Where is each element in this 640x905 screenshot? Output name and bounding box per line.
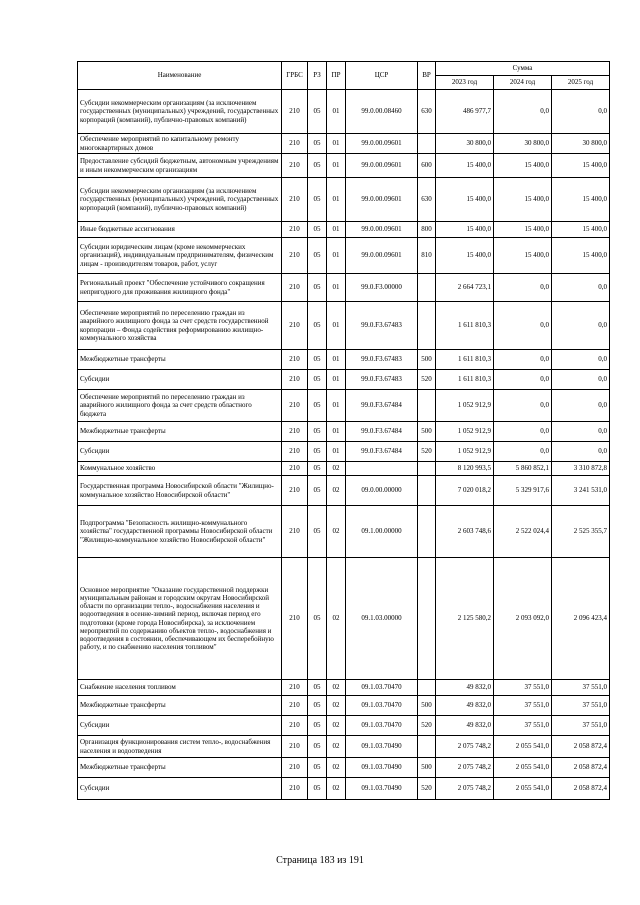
row-rz: 05	[308, 238, 327, 274]
row-vr: 600	[418, 154, 436, 178]
row-sum-2024: 5 329 917,6	[494, 476, 552, 506]
row-name: Основное мероприятие "Оказание государственной поддержки муниципальным районам и городским округам Новосибирской области по организации тепло-, водоснабжения населения и водоотведения в осенне-зимний период, включая период его подготовки (кроме города Новосибирска), за исключением мероприятий по содержанию объектов тепло-, водоснабжения и водоотведения в состоянии, обеспечивающем их бесперебойную работу, и по снабжению населения топливом"	[78, 558, 282, 680]
table-row	[78, 422, 610, 442]
row-sum-2023: 2 075 748,2	[436, 758, 494, 778]
row-sum-2023: 2 125 580,2	[436, 558, 494, 680]
row-rz: 05	[308, 134, 327, 154]
row-name: Межбюджетные трансферты	[78, 758, 282, 778]
row-name: Региональный проект "Обеспечение устойчивого сокращения непригодного для проживания жилищного фонда"	[78, 274, 282, 302]
row-csr: 99.0.00.09601	[346, 154, 418, 178]
header-year-2024: 2024 год	[494, 76, 552, 90]
row-sum-2024: 15 400,0	[494, 238, 552, 274]
table-row	[78, 154, 610, 178]
row-grbs: 210	[282, 696, 308, 716]
row-pr: 01	[327, 370, 346, 390]
row-sum-2023: 49 832,0	[436, 696, 494, 716]
row-rz: 05	[308, 680, 327, 696]
row-csr: 09.1.03.70470	[346, 696, 418, 716]
budget-table	[77, 61, 610, 800]
row-sum-2024: 0,0	[494, 302, 552, 350]
row-name: Субсидии	[78, 716, 282, 736]
row-sum-2023: 2 075 748,2	[436, 778, 494, 800]
table-row	[78, 90, 610, 134]
table-row	[78, 736, 610, 758]
table-row	[78, 506, 610, 558]
row-name: Межбюджетные трансферты	[78, 350, 282, 370]
row-grbs: 210	[282, 370, 308, 390]
row-name: Организация функционирования систем тепло-, водоснабжения населения и водоотведения	[78, 736, 282, 758]
row-name: Субсидии	[78, 442, 282, 462]
row-sum-2025: 3 241 531,0	[552, 476, 610, 506]
row-sum-2023: 30 800,0	[436, 134, 494, 154]
table-body	[78, 90, 610, 800]
row-grbs: 210	[282, 558, 308, 680]
row-name: Коммунальное хозяйство	[78, 462, 282, 476]
row-grbs: 210	[282, 178, 308, 222]
row-csr: 99.0.F3.67483	[346, 370, 418, 390]
row-sum-2023: 486 977,7	[436, 90, 494, 134]
table-row	[78, 558, 610, 680]
row-sum-2024: 0,0	[494, 274, 552, 302]
table-row	[78, 178, 610, 222]
table-row	[78, 462, 610, 476]
header-name: Наименование	[78, 62, 282, 90]
row-grbs: 210	[282, 506, 308, 558]
row-grbs: 210	[282, 154, 308, 178]
row-grbs: 210	[282, 462, 308, 476]
row-sum-2024: 15 400,0	[494, 178, 552, 222]
row-rz: 05	[308, 736, 327, 758]
row-name: Межбюджетные трансферты	[78, 422, 282, 442]
row-csr: 09.1.03.70470	[346, 716, 418, 736]
table-row	[78, 222, 610, 238]
row-grbs: 210	[282, 758, 308, 778]
row-sum-2023: 15 400,0	[436, 238, 494, 274]
row-rz: 05	[308, 476, 327, 506]
row-name: Субсидии некоммерческим организациям (за исключением государственных (муниципальных) учреждений, государственных корпораций (компаний), публично-правовых компаний)	[78, 90, 282, 134]
row-grbs: 210	[282, 274, 308, 302]
row-name: Обеспечение мероприятий по переселению граждан из аварийного жилищного фонда за счет средств областного бюджета	[78, 390, 282, 422]
row-grbs: 210	[282, 422, 308, 442]
row-sum-2023: 15 400,0	[436, 222, 494, 238]
row-pr: 01	[327, 422, 346, 442]
row-sum-2024: 5 860 852,1	[494, 462, 552, 476]
row-vr: 520	[418, 370, 436, 390]
row-csr: 99.0.00.09601	[346, 134, 418, 154]
table-row	[78, 758, 610, 778]
row-sum-2023: 1 611 810,3	[436, 370, 494, 390]
row-vr	[418, 506, 436, 558]
row-sum-2025: 37 551,0	[552, 696, 610, 716]
row-grbs: 210	[282, 736, 308, 758]
row-sum-2023: 2 075 748,2	[436, 736, 494, 758]
header-pr: ПР	[327, 62, 346, 90]
row-rz: 05	[308, 222, 327, 238]
row-pr: 02	[327, 558, 346, 680]
row-csr: 09.1.03.70470	[346, 680, 418, 696]
row-vr: 520	[418, 716, 436, 736]
row-csr: 09.1.03.00000	[346, 558, 418, 680]
row-sum-2024: 0,0	[494, 422, 552, 442]
row-vr: 810	[418, 238, 436, 274]
row-sum-2025: 0,0	[552, 442, 610, 462]
row-grbs: 210	[282, 238, 308, 274]
row-rz: 05	[308, 758, 327, 778]
row-rz: 05	[308, 90, 327, 134]
row-sum-2025: 2 525 355,7	[552, 506, 610, 558]
table-row	[78, 390, 610, 422]
row-sum-2024: 0,0	[494, 442, 552, 462]
row-pr: 02	[327, 476, 346, 506]
row-rz: 05	[308, 178, 327, 222]
table-row	[78, 696, 610, 716]
row-sum-2023: 1 611 810,3	[436, 350, 494, 370]
row-sum-2023: 8 120 993,5	[436, 462, 494, 476]
table-row	[78, 370, 610, 390]
header-year-2023: 2023 год	[436, 76, 494, 90]
table-row	[78, 778, 610, 800]
row-rz: 05	[308, 442, 327, 462]
row-name: Снабжение населения топливом	[78, 680, 282, 696]
row-pr: 01	[327, 154, 346, 178]
row-sum-2023: 1 052 912,9	[436, 422, 494, 442]
row-sum-2024: 0,0	[494, 350, 552, 370]
row-sum-2023: 2 603 748,6	[436, 506, 494, 558]
row-name: Межбюджетные трансферты	[78, 696, 282, 716]
row-name: Обеспечение мероприятий по капитальному ремонту многоквартирных домов	[78, 134, 282, 154]
row-name: Субсидии	[78, 370, 282, 390]
row-sum-2025: 3 310 872,8	[552, 462, 610, 476]
row-rz: 05	[308, 422, 327, 442]
row-pr: 02	[327, 716, 346, 736]
table-row	[78, 238, 610, 274]
row-pr: 01	[327, 390, 346, 422]
row-name: Иные бюджетные ассигнования	[78, 222, 282, 238]
row-grbs: 210	[282, 302, 308, 350]
row-pr: 01	[327, 302, 346, 350]
row-vr: 520	[418, 442, 436, 462]
row-rz: 05	[308, 696, 327, 716]
row-rz: 05	[308, 274, 327, 302]
row-sum-2025: 0,0	[552, 90, 610, 134]
row-csr: 99.0.F3.67484	[346, 442, 418, 462]
row-vr	[418, 134, 436, 154]
row-sum-2025: 15 400,0	[552, 222, 610, 238]
row-vr: 500	[418, 696, 436, 716]
table-row	[78, 680, 610, 696]
row-csr: 09.1.03.70490	[346, 758, 418, 778]
row-sum-2024: 15 400,0	[494, 222, 552, 238]
row-sum-2024: 2 093 092,0	[494, 558, 552, 680]
row-rz: 05	[308, 370, 327, 390]
row-sum-2025: 0,0	[552, 370, 610, 390]
row-sum-2024: 37 551,0	[494, 680, 552, 696]
row-rz: 05	[308, 778, 327, 800]
row-csr: 99.0.F3.67484	[346, 422, 418, 442]
row-grbs: 210	[282, 134, 308, 154]
row-sum-2025: 37 551,0	[552, 680, 610, 696]
row-pr: 01	[327, 178, 346, 222]
header-rz: РЗ	[308, 62, 327, 90]
row-csr: 99.0.00.09601	[346, 238, 418, 274]
row-sum-2023: 49 832,0	[436, 716, 494, 736]
row-pr: 01	[327, 90, 346, 134]
row-sum-2025: 0,0	[552, 390, 610, 422]
row-csr: 99.0.00.09601	[346, 178, 418, 222]
row-pr: 01	[327, 442, 346, 462]
row-sum-2025: 15 400,0	[552, 238, 610, 274]
row-pr: 01	[327, 222, 346, 238]
table-row	[78, 716, 610, 736]
row-sum-2023: 15 400,0	[436, 154, 494, 178]
row-rz: 05	[308, 390, 327, 422]
row-vr	[418, 390, 436, 422]
row-name: Субсидии некоммерческим организациям (за исключением государственных (муниципальных) учреждений, государственных корпораций (компаний), публично-правовых компаний)	[78, 178, 282, 222]
row-pr: 01	[327, 238, 346, 274]
row-csr: 09.1.00.00000	[346, 506, 418, 558]
header-year-2025: 2025 год	[552, 76, 610, 90]
row-rz: 05	[308, 154, 327, 178]
row-sum-2023: 15 400,0	[436, 178, 494, 222]
row-grbs: 210	[282, 680, 308, 696]
row-sum-2024: 0,0	[494, 370, 552, 390]
header-vr: ВР	[418, 62, 436, 90]
row-csr: 99.0.F3.00000	[346, 274, 418, 302]
row-rz: 05	[308, 302, 327, 350]
row-grbs: 210	[282, 222, 308, 238]
row-grbs: 210	[282, 390, 308, 422]
row-sum-2023: 1 052 912,9	[436, 442, 494, 462]
row-sum-2025: 2 058 872,4	[552, 736, 610, 758]
row-grbs: 210	[282, 476, 308, 506]
row-sum-2024: 37 551,0	[494, 696, 552, 716]
row-csr: 09.0.00.00000	[346, 476, 418, 506]
row-pr: 01	[327, 134, 346, 154]
row-name: Субсидии	[78, 778, 282, 800]
row-name: Государственная программа Новосибирской области "Жилищно-коммунальное хозяйство Новосибирской области"	[78, 476, 282, 506]
row-csr	[346, 462, 418, 476]
table-row	[78, 442, 610, 462]
row-vr	[418, 680, 436, 696]
row-sum-2025: 37 551,0	[552, 716, 610, 736]
row-sum-2025: 0,0	[552, 422, 610, 442]
row-sum-2025: 30 800,0	[552, 134, 610, 154]
page-number: Страница 183 из 191	[276, 855, 364, 866]
row-vr: 520	[418, 778, 436, 800]
row-grbs: 210	[282, 350, 308, 370]
row-vr: 630	[418, 178, 436, 222]
row-pr: 02	[327, 462, 346, 476]
row-pr: 02	[327, 696, 346, 716]
row-pr: 02	[327, 680, 346, 696]
row-sum-2023: 1 052 912,9	[436, 390, 494, 422]
row-sum-2024: 0,0	[494, 90, 552, 134]
row-csr: 99.0.00.08460	[346, 90, 418, 134]
row-csr: 99.0.F3.67484	[346, 390, 418, 422]
row-pr: 01	[327, 274, 346, 302]
row-name: Предоставление субсидий бюджетным, автономным учреждениям и иным некоммерческим организациям	[78, 154, 282, 178]
row-vr	[418, 558, 436, 680]
header-grbs: ГРБС	[282, 62, 308, 90]
row-name: Обеспечение мероприятий по переселению граждан из аварийного жилищного фонда за счет средств государственной корпорации – Фонда содействия реформированию жилищно-коммунального хозяйства	[78, 302, 282, 350]
row-sum-2025: 15 400,0	[552, 154, 610, 178]
table-row	[78, 350, 610, 370]
row-vr	[418, 302, 436, 350]
row-sum-2025: 0,0	[552, 350, 610, 370]
table-row	[78, 274, 610, 302]
row-sum-2024: 2 055 541,0	[494, 758, 552, 778]
row-vr	[418, 462, 436, 476]
row-sum-2024: 15 400,0	[494, 154, 552, 178]
row-csr: 99.0.F3.67483	[346, 350, 418, 370]
table-row	[78, 302, 610, 350]
row-pr: 02	[327, 778, 346, 800]
row-sum-2023: 2 664 723,1	[436, 274, 494, 302]
row-sum-2024: 37 551,0	[494, 716, 552, 736]
row-vr: 500	[418, 422, 436, 442]
row-sum-2024: 0,0	[494, 390, 552, 422]
row-pr: 01	[327, 350, 346, 370]
row-vr	[418, 736, 436, 758]
row-rz: 05	[308, 558, 327, 680]
row-vr: 500	[418, 350, 436, 370]
row-sum-2025: 2 058 872,4	[552, 758, 610, 778]
row-sum-2025: 2 096 423,4	[552, 558, 610, 680]
row-sum-2025: 0,0	[552, 274, 610, 302]
row-rz: 05	[308, 462, 327, 476]
row-rz: 05	[308, 506, 327, 558]
row-pr: 02	[327, 506, 346, 558]
row-sum-2025: 2 058 872,4	[552, 778, 610, 800]
header-sum: Сумма	[436, 62, 610, 76]
row-vr: 630	[418, 90, 436, 134]
row-sum-2023: 7 020 018,2	[436, 476, 494, 506]
row-rz: 05	[308, 716, 327, 736]
row-sum-2024: 30 800,0	[494, 134, 552, 154]
table-row	[78, 134, 610, 154]
row-grbs: 210	[282, 716, 308, 736]
row-vr	[418, 274, 436, 302]
row-sum-2025: 0,0	[552, 302, 610, 350]
row-csr: 09.1.03.70490	[346, 778, 418, 800]
row-sum-2025: 15 400,0	[552, 178, 610, 222]
row-sum-2024: 2 055 541,0	[494, 778, 552, 800]
row-pr: 02	[327, 736, 346, 758]
row-grbs: 210	[282, 442, 308, 462]
row-sum-2024: 2 522 024,4	[494, 506, 552, 558]
table-row	[78, 476, 610, 506]
row-rz: 05	[308, 350, 327, 370]
row-csr: 09.1.03.70490	[346, 736, 418, 758]
row-vr	[418, 476, 436, 506]
row-vr: 800	[418, 222, 436, 238]
row-sum-2024: 2 055 541,0	[494, 736, 552, 758]
row-csr: 99.0.00.09601	[346, 222, 418, 238]
row-vr: 500	[418, 758, 436, 778]
row-pr: 02	[327, 758, 346, 778]
row-grbs: 210	[282, 778, 308, 800]
row-csr: 99.0.F3.67483	[346, 302, 418, 350]
row-grbs: 210	[282, 90, 308, 134]
row-sum-2023: 49 832,0	[436, 680, 494, 696]
row-name: Подпрограмма "Безопасность жилищно-коммунального хозяйства" государственной программы Новосибирской области "Жилищно-коммунальное хозяйство Новосибирской области"	[78, 506, 282, 558]
header-csr: ЦСР	[346, 62, 418, 90]
row-sum-2023: 1 611 810,3	[436, 302, 494, 350]
row-name: Субсидии юридическим лицам (кроме некоммерческих организаций), индивидуальным предпринимателям, физическим лицам - производителям товаров, работ, услуг	[78, 238, 282, 274]
